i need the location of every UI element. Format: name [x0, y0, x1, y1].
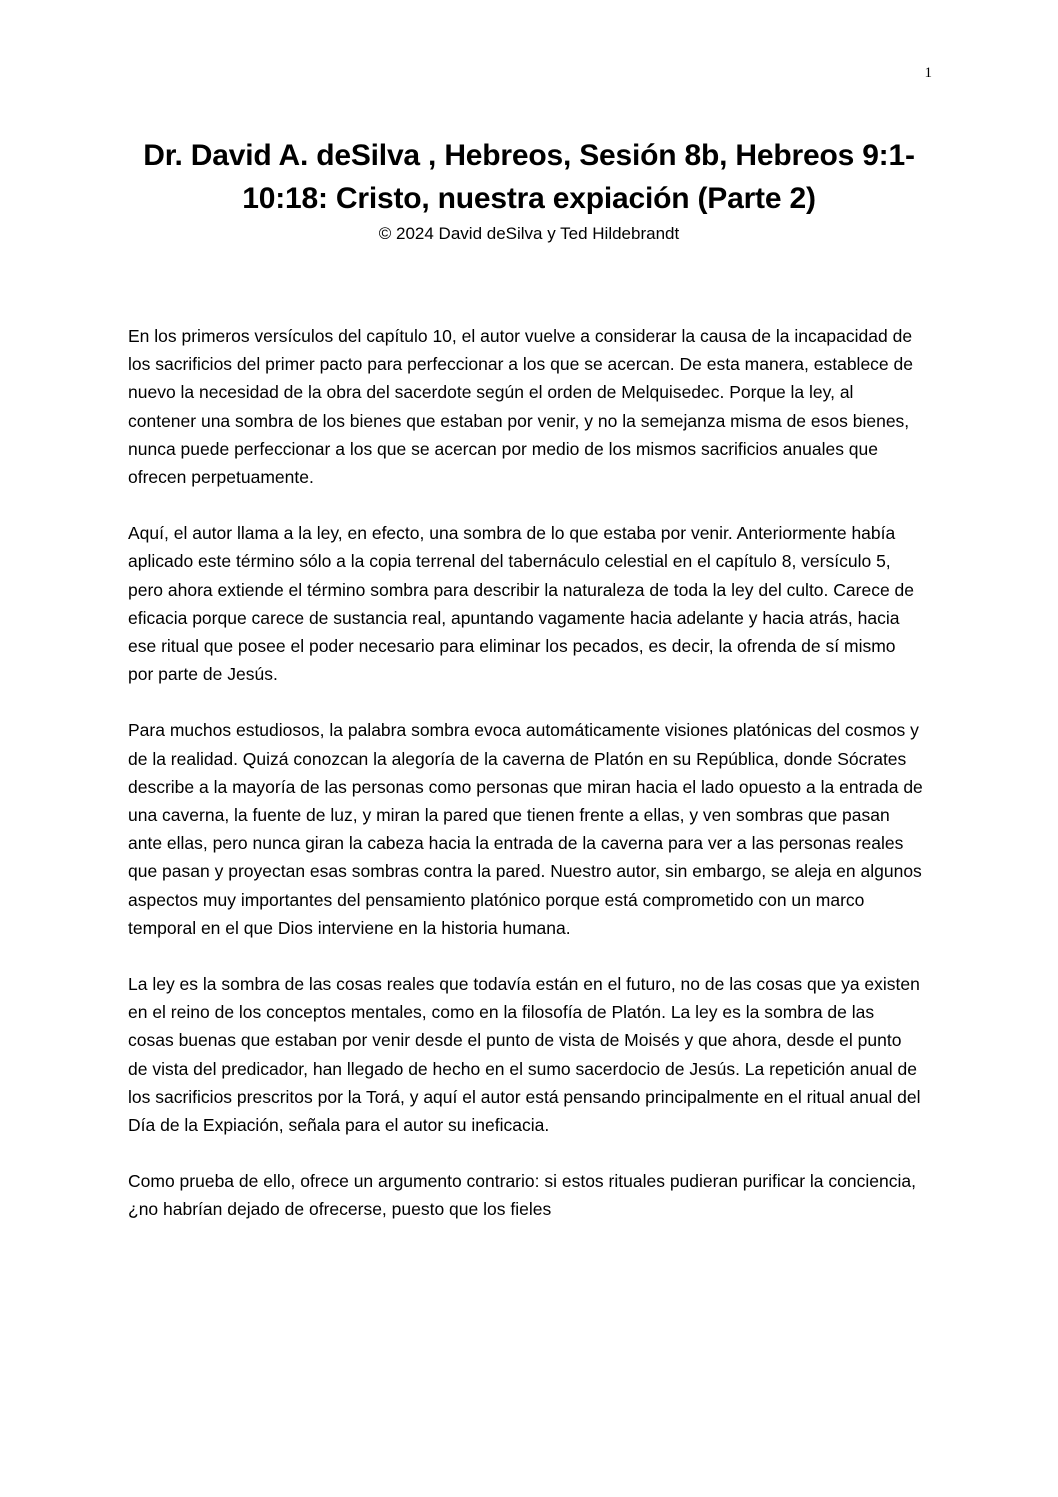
document-header: [128, 134, 930, 246]
page-number: 1: [924, 65, 932, 81]
paragraph: En los primeros versículos del capítulo 10, el autor vuelve a considerar la causa de la incapacidad de los sacrificios del primer pacto para perfeccionar a los que se acercan. De esta manera, establece de nuevo la necesidad de la obra del sacerdote según el orden de Melquisedec. Porque la ley, al contener una sombra de los bienes que estaban por venir, y no la semejanza misma de esos bienes, nunca puede perfeccionar a los que se acercan por medio de los mismos sacrificios anuales que ofrecen perpetuamente.: [128, 326, 913, 488]
document-title: Dr. David A. deSilva , Hebreos, Sesión 8b, Hebreos 9:1-10:18: Cristo, nuestra expiación (Parte 2): [143, 139, 915, 215]
paragraph: Aquí, el autor llama a la ley, en efecto, una sombra de lo que estaba por venir. Anteriormente había aplicado este término sólo a la copia terrenal del tabernáculo celestial en el capítulo 8, versículo 5, pero ahora extiende el término sombra para describir la naturaleza de toda la ley del culto. Carece de eficacia porque carece de sustancia real, apuntando vagamente hacia adelante y hacia atrás, hacia ese ritual que posee el poder necesario para eliminar los pecados, es decir, la ofrenda de sí mismo por parte de Jesús.: [128, 523, 915, 685]
paragraph: La ley es la sombra de las cosas reales que todavía están en el futuro, no de las cosas que ya existen en el reino de los conceptos mentales, como en la filosofía de Platón. La ley es la sombra de las cosas buenas que estaban por venir desde el punto de vista de Moisés y que ahora, desde el punto de vista del predicador, han llegado de hecho en el sumo sacerdocio de Jesús. La repetición anual de los sacrificios prescritos por la Torá, y aquí el autor está pensando principalmente en el ritual anual del Día de la Expiación, señala para el autor su ineficacia.: [128, 974, 921, 1136]
paragraph: Como prueba de ello, ofrece un argumento contrario: si estos rituales pudieran purificar la conciencia, ¿no habrían dejado de ofrecerse, puesto que los fieles: [128, 1171, 916, 1220]
document-body: [128, 322, 923, 1252]
copyright-line: © 2024 David deSilva y Ted Hildebrandt: [378, 224, 680, 243]
paragraph: Para muchos estudiosos, la palabra sombra evoca automáticamente visiones platónicas del cosmos y de la realidad. Quizá conozcan la alegoría de la caverna de Platón en su República, donde Sócrates describe a la mayoría de las personas como personas que miran hacia el lado opuesto a la entrada de una caverna, la fuente de luz, y miran la pared que tienen frente a ellas, y ven sombras que pasan ante ellas, pero nunca giran la cabeza hacia la entrada de la caverna para ver a las personas reales que pasan y proyectan esas sombras contra la pared. Nuestro autor, sin embargo, se aleja en algunos aspectos muy importantes del pensamiento platónico porque está comprometido con un marco temporal en el que Dios interviene en la historia humana.: [128, 720, 923, 938]
